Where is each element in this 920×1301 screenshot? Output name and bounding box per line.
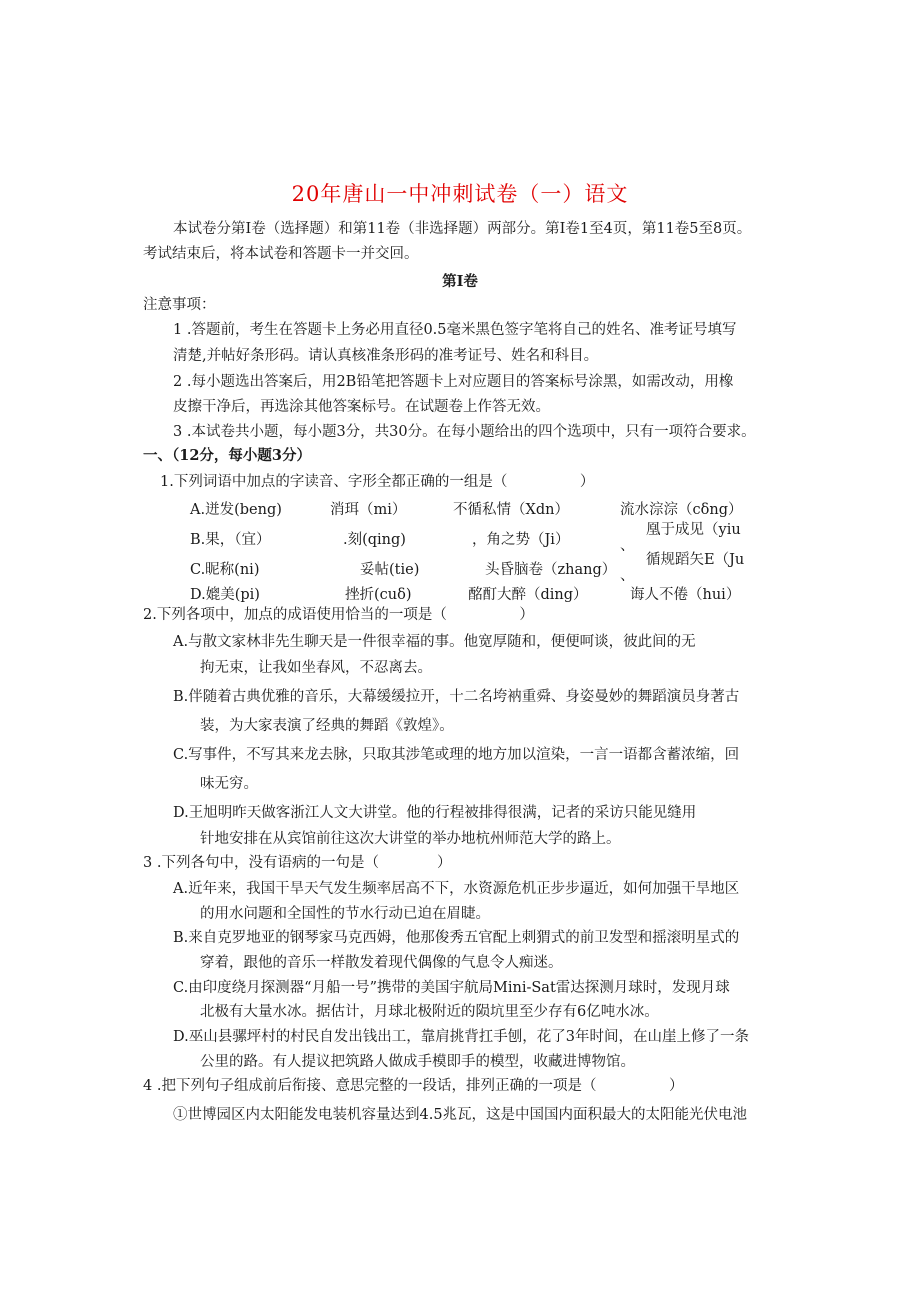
q1-option-c: C.昵称(ni) bbox=[190, 562, 260, 578]
q2-option-b: B.伴随着古典优雅的音乐，大幕缓缓拉开，十二名垮衲重舜、身姿曼妙的舞蹈演员身著古 bbox=[173, 689, 740, 705]
volume-heading: 第I卷 bbox=[442, 273, 478, 290]
note-line: 2 .每小题选出答案后，用2B铅笔把答题卡上对应题目的答案标号涂黑，如需改动，用橡 bbox=[173, 374, 734, 390]
q1-option-b: .刻(qing) bbox=[343, 532, 406, 548]
q1-option-c: 头昏脑卷（zhang） bbox=[485, 562, 617, 578]
page-title: 20年唐山一中冲刺试卷（一）语文 bbox=[291, 182, 629, 206]
q1-option-a: 不循私情（Xdn） bbox=[453, 502, 569, 518]
q2-stem: 2.下列各项中，加点的成语使用恰当的一项是（ ） bbox=[143, 607, 534, 623]
q2-option-a: A.与散文家林非先生聊天是一件很幸福的事。他宽厚随和，便便呵谈，彼此间的无 bbox=[173, 634, 696, 650]
q1-option-b: 凰于成见（yiu bbox=[646, 522, 741, 538]
q1-option-d: 诲人不倦（hui） bbox=[630, 587, 741, 603]
q2-option-c: C.写事件，不写其来龙去脉，只取其涉笔或理的地方加以渲染，一言一语都含蓄浓缩，回 bbox=[173, 747, 740, 763]
q3-option-c: 北极有大量水冰。据估计，月球北极附近的陨坑里至少存有6亿吨水冰。 bbox=[200, 1004, 659, 1020]
q2-option-c: 味无穷。 bbox=[200, 776, 258, 792]
note-line: 1 .答题前，考生在答题卡上务必用直径0.5毫米黑色签字笔将自己的姓名、准考证号填写 bbox=[173, 322, 737, 338]
q1-option-d: 挫折(cuδ) bbox=[345, 587, 412, 603]
intro-line-2: 考试结束后，将本试卷和答题卡一并交回。 bbox=[143, 246, 419, 262]
q1-stem: 1.下列词语中加点的字读音、字形全都正确的一组是（ ） bbox=[160, 474, 595, 490]
q1-mark: 、 bbox=[620, 568, 635, 584]
intro-line-1: 本试卷分第I卷（选择题）和第11卷（非选择题）两部分。第I卷1至4页，第11卷5至8页。 bbox=[173, 221, 752, 237]
q3-option-b: 穿着，跟他的音乐一样散发着现代偶像的气息令人痴迷。 bbox=[200, 955, 563, 971]
q1-option-b: ，角之势（Ji） bbox=[472, 532, 570, 548]
note-line: 清楚,并帖好条形码。请认真核准条形码的准考证号、姓名和科目。 bbox=[173, 348, 599, 364]
section-1-heading: 一、（12分，每小题3分） bbox=[143, 447, 312, 464]
q3-option-c: C.由印度绕月探测器“月船一号”携带的美国宇航局Mini-Sat雷达探测月球时，发现月球 bbox=[173, 980, 730, 996]
q4-stem: 4 .把下列句子组成前后衔接、意思完整的一段话，排列正确的一项是（ ） bbox=[143, 1078, 684, 1094]
q1-mark: 、 bbox=[620, 538, 635, 554]
q2-option-d: D.王旭明昨天做客浙江人文大讲堂。他的行程被排得很满，记者的采访只能见缝用 bbox=[173, 805, 697, 821]
q1-option-c: 妥帖(tie) bbox=[360, 562, 420, 578]
note-line: 3 .本试卷共小题，每小题3分，共30分。在每小题给出的四个选项中，只有一项符合要求。 bbox=[173, 424, 756, 440]
q3-stem: 3 .下列各句中，没有语病的一句是（ ） bbox=[143, 855, 452, 871]
q4-sentence-1: ①世博园区内太阳能发电装机容量达到4.5兆瓦，这是中国国内面积最大的太阳能光伏电池 bbox=[173, 1107, 748, 1123]
q1-option-a: 消珥（mi） bbox=[330, 502, 407, 518]
q2-option-a: 拘无束，让我如坐春风，不忍离去。 bbox=[200, 660, 432, 676]
q3-option-a: 的用水问题和全国性的节水行动已迫在眉睫。 bbox=[200, 906, 490, 922]
q1-option-a: A.迸发(beng) bbox=[190, 502, 282, 518]
q1-option-a: 流水淙淙（cδng） bbox=[620, 502, 743, 518]
q1-option-b: B.果，（宜） bbox=[190, 532, 271, 548]
q1-option-d: D.媲美(pi) bbox=[190, 587, 260, 603]
q3-option-d: 公里的路。有人提议把筑路人做成手模即手的模型，收藏进博物馆。 bbox=[200, 1054, 635, 1070]
q1-option-d: 酩酊大醉（ding） bbox=[468, 587, 588, 603]
note-line: 皮擦干净后，再选涂其他答案标号。在试题卷上作答无效。 bbox=[173, 399, 550, 415]
q3-option-a: A.近年来，我国干旱天气发生频率居高不下，水资源危机正步步逼近，如何加强干旱地区 bbox=[173, 881, 740, 897]
q3-option-b: B.来自克罗地亚的钢琴家马克西姆，他那俊秀五官配上刺猬式的前卫发型和摇滚明星式的 bbox=[173, 930, 740, 946]
q2-option-b: 装，为大家表演了经典的舞蹈《敦煌》。 bbox=[200, 718, 454, 734]
q2-option-d: 针地安排在从宾馆前往这次大讲堂的举办地杭州师范大学的路上。 bbox=[200, 831, 621, 847]
notes-heading: 注意事项： bbox=[143, 297, 216, 313]
q3-option-d: D.巫山县骡坪村的村民自发出钱出工，靠肩挑背扛手刨，花了3年时间，在山崖上修了一条 bbox=[173, 1029, 749, 1045]
q1-option-c: 循规蹈矢E（Ju bbox=[646, 552, 745, 568]
